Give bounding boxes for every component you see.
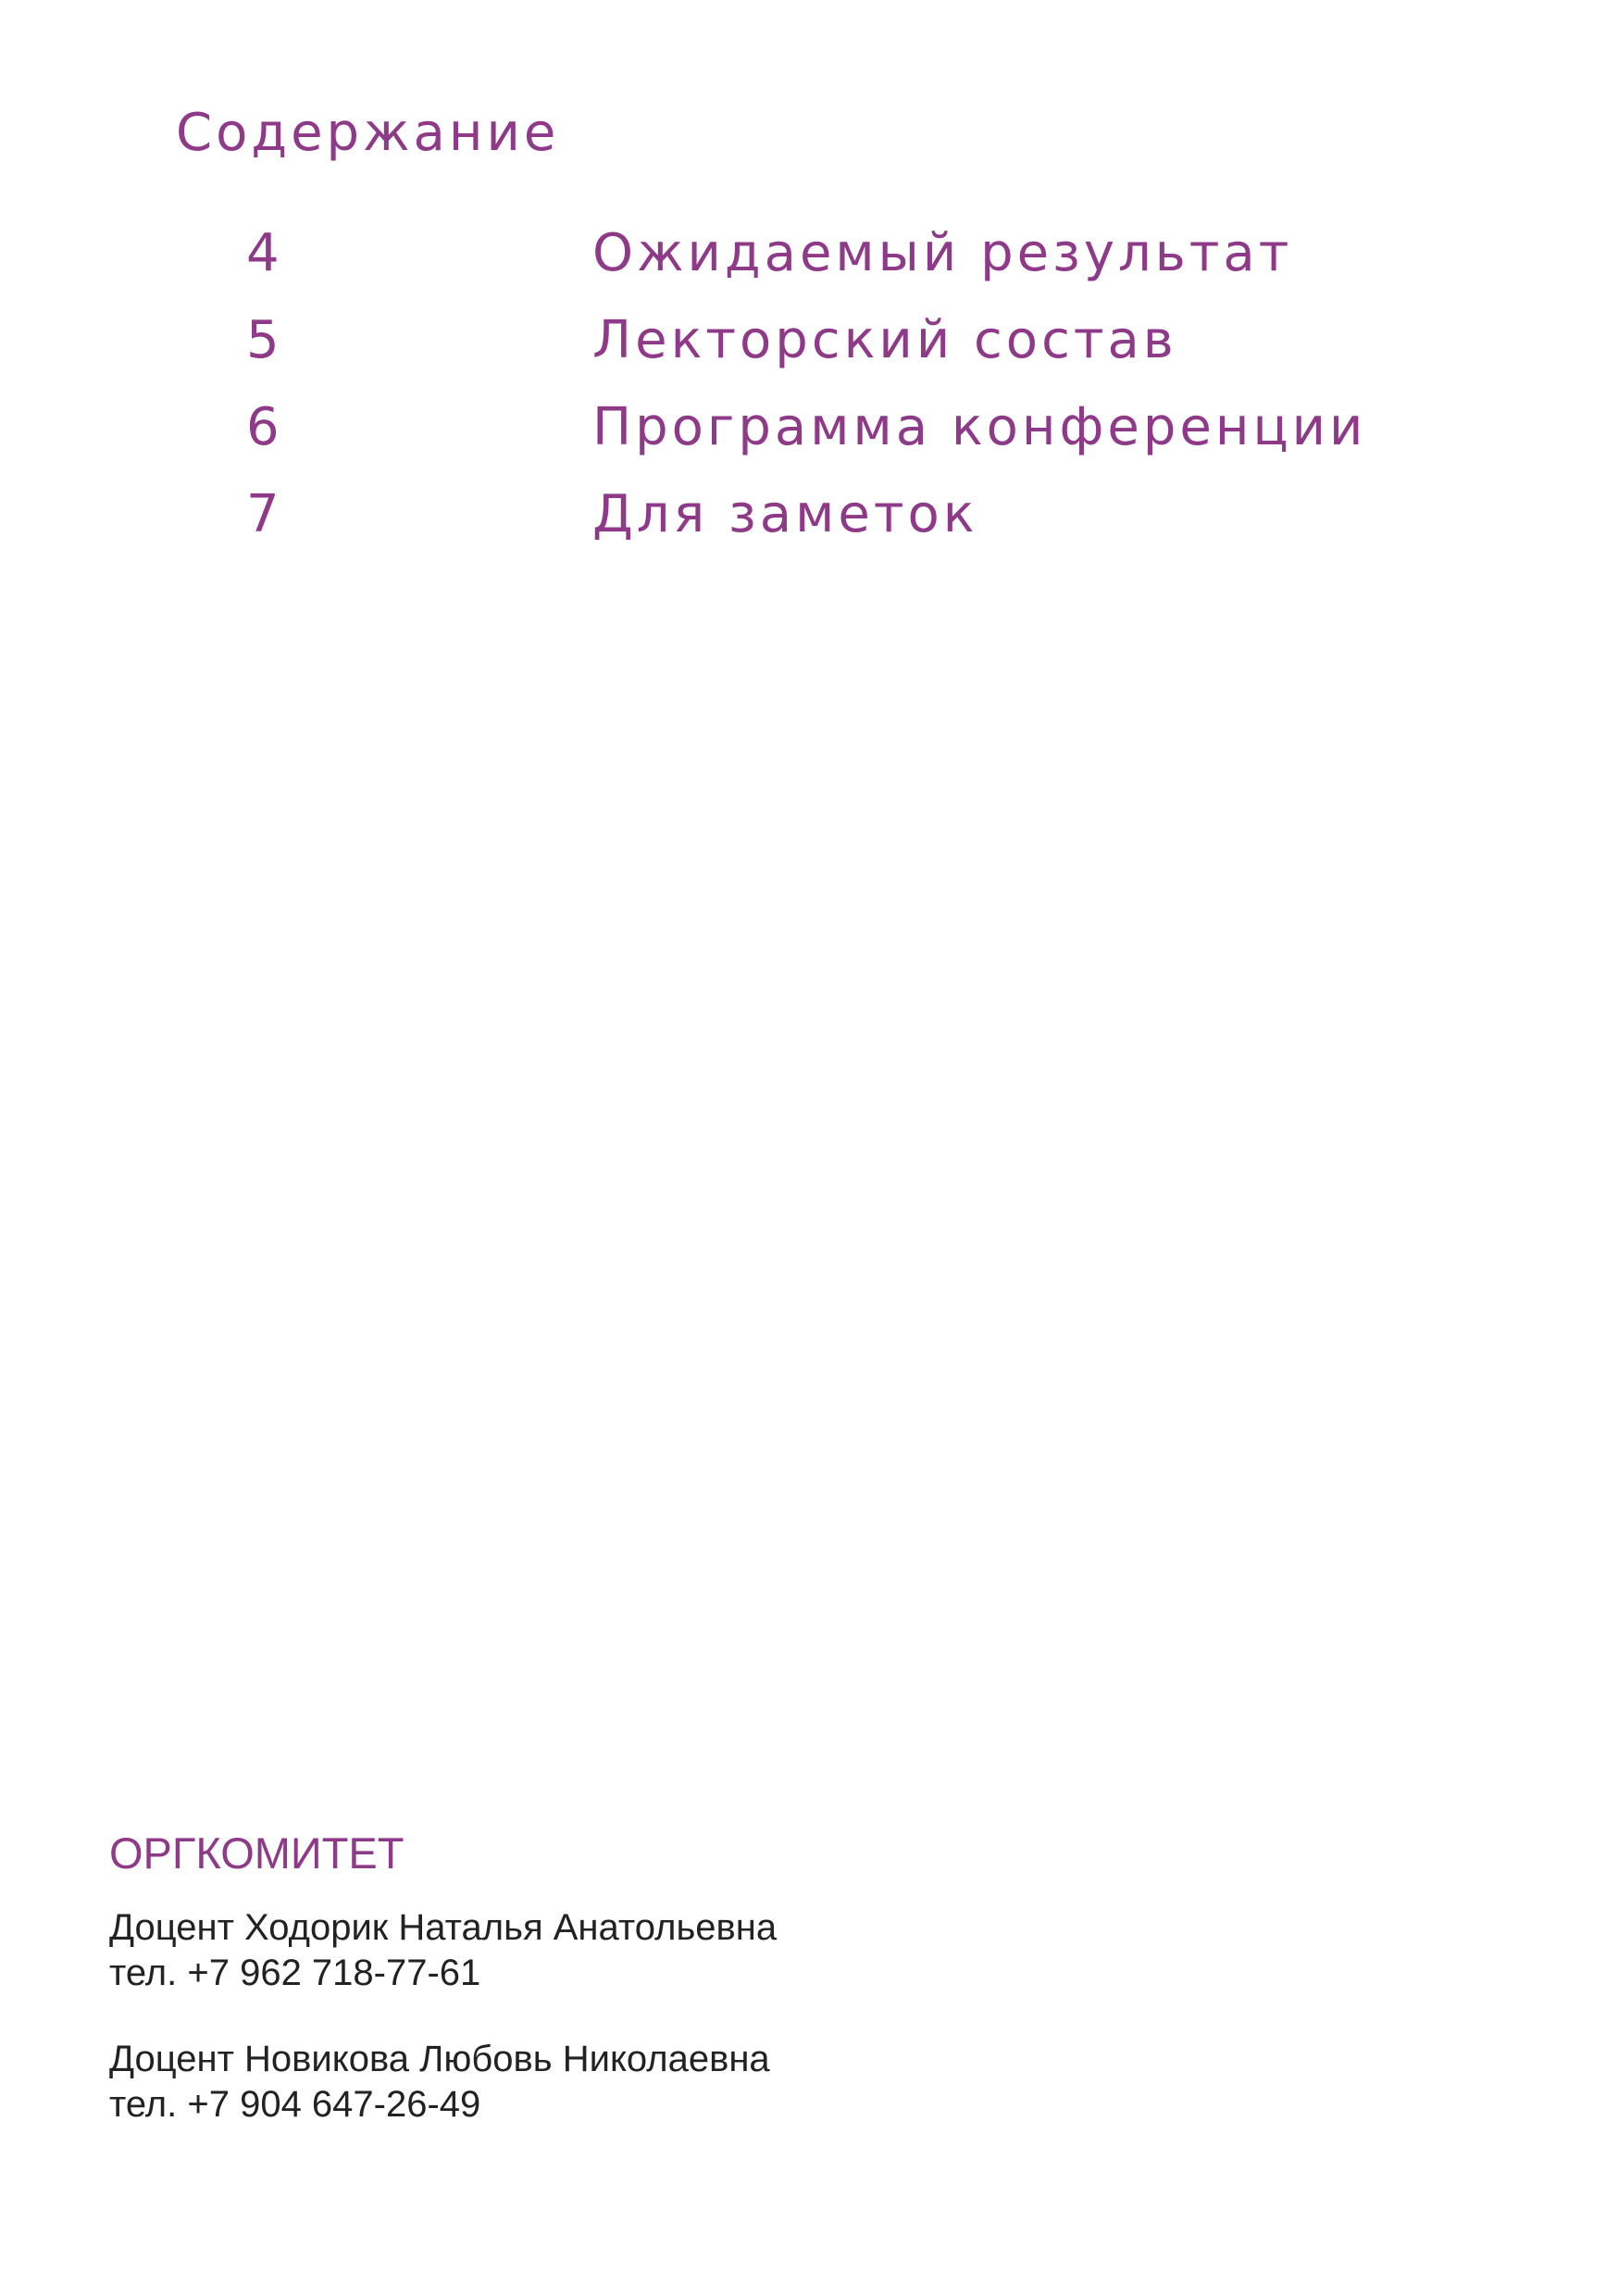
- committee-heading: ОРГКОМИТЕТ: [109, 1828, 404, 1878]
- toc-entry-label: Лекторский состав: [592, 310, 1177, 370]
- toc-entry[interactable]: [0, 215, 1618, 302]
- toc-entry-label: Для заметок: [592, 484, 978, 544]
- contact-name: Доцент Новикова Любовь Николаевна: [109, 2039, 770, 2079]
- toc-page-number: 5: [246, 310, 280, 370]
- toc-list: [0, 215, 1618, 563]
- toc-entry[interactable]: [0, 389, 1618, 476]
- toc-title: Содержание: [176, 103, 560, 163]
- toc-page-number: 7: [246, 484, 280, 544]
- organizing-committee: [109, 1826, 1405, 2168]
- toc-page-number: 4: [246, 223, 280, 283]
- toc-entry-label: Ожидаемый результат: [592, 223, 1293, 283]
- committee-contact: [109, 1905, 1405, 1996]
- toc-page-number: 6: [246, 397, 280, 457]
- committee-contact: [109, 2037, 1405, 2128]
- contact-phone[interactable]: тел. +7 904 647-26-49: [109, 2084, 481, 2125]
- contact-name: Доцент Ходорик Наталья Анатольевна: [109, 1907, 778, 1948]
- toc-entry[interactable]: [0, 476, 1618, 563]
- toc-entry-label: Программа конференции: [592, 397, 1367, 457]
- toc-entry[interactable]: [0, 302, 1618, 389]
- contact-phone[interactable]: тел. +7 962 718-77-61: [109, 1953, 481, 1993]
